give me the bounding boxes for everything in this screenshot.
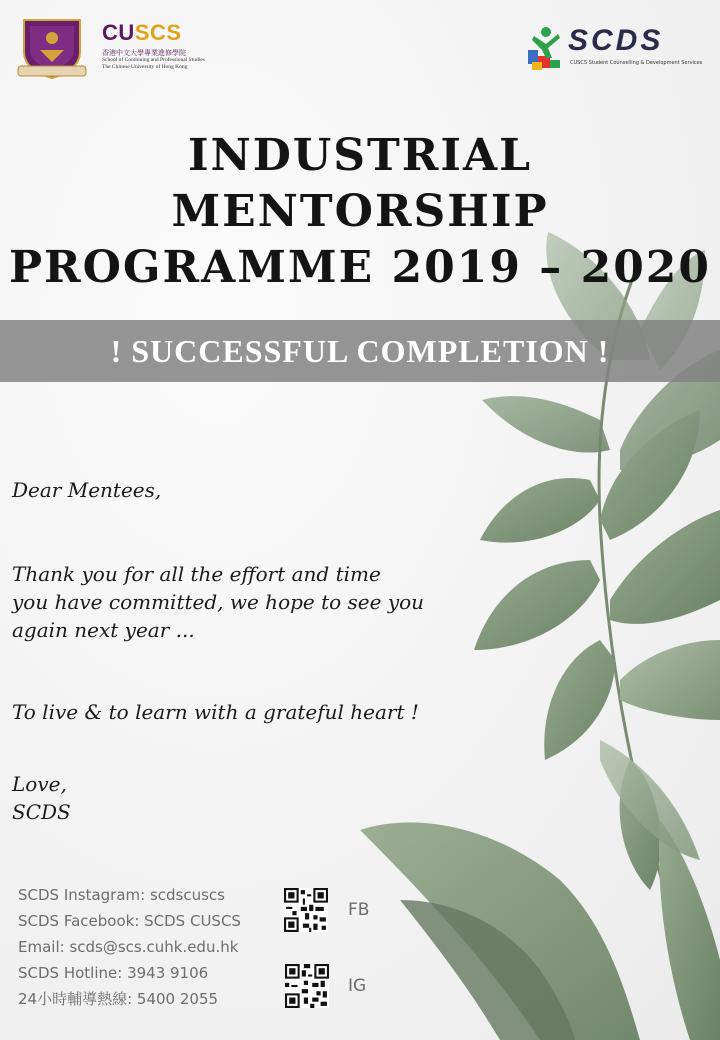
scds-logo xyxy=(526,24,703,76)
letter-signature: SCDS xyxy=(12,800,71,824)
contact-hotline-zh: 24小時輔導熱線: 5400 2055 xyxy=(18,990,219,1008)
letter-closing: Love, xyxy=(12,772,67,796)
cuscs-subtitle-en-line2: The Chinese University of Hong Kong xyxy=(102,64,188,70)
contact-email: Email: scds@scs.cuhk.edu.hk xyxy=(18,938,239,956)
cuscs-wordmark: CUSCS xyxy=(102,20,182,45)
cuscs-logo xyxy=(16,16,216,80)
letter-body-line-1: Thank you for all the effort and time xyxy=(12,562,381,586)
cuscs-subtitle-en xyxy=(102,57,205,71)
contact-info xyxy=(18,882,241,1012)
instagram-qr-code-icon[interactable] xyxy=(285,964,329,1008)
letter-motto: To live & to learn with a grateful heart ! xyxy=(12,700,419,724)
completion-banner xyxy=(0,320,720,382)
cuscs-subtitle-zh: 香港中文大學專業進修學院 xyxy=(102,49,186,57)
scds-subtitle: CUSCS Student Counselling & Development Services xyxy=(570,60,703,66)
contact-instagram: SCDS Instagram: scdscuscs xyxy=(18,886,225,904)
contact-hotline: SCDS Hotline: 3943 9106 xyxy=(18,964,209,982)
cuhk-crest-icon xyxy=(16,16,88,80)
fb-qr-label: FB xyxy=(348,900,370,920)
ig-qr-label: IG xyxy=(348,976,367,996)
banner-text: ! SUCCESSFUL COMPLETION ! xyxy=(110,332,610,369)
facebook-qr-code-icon[interactable] xyxy=(284,888,328,932)
scds-wordmark: SCDS xyxy=(568,24,664,57)
title-line-1: INDUSTRIAL MENTORSHIP xyxy=(171,130,549,237)
page-title xyxy=(0,128,720,296)
scds-figure-icon xyxy=(526,24,566,72)
title-line-2: PROGRAMME 2019 – 2020 xyxy=(8,242,712,293)
cuscs-subtitle-en-line1: School of Continuing and Professional Studies xyxy=(102,57,205,63)
letter-body-line-2: you have committed, we hope to see you xyxy=(12,590,425,614)
letter-body-line-3: again next year ... xyxy=(12,618,195,642)
letter-greeting: Dear Mentees, xyxy=(12,478,162,502)
contact-facebook: SCDS Facebook: SCDS CUSCS xyxy=(18,912,241,930)
